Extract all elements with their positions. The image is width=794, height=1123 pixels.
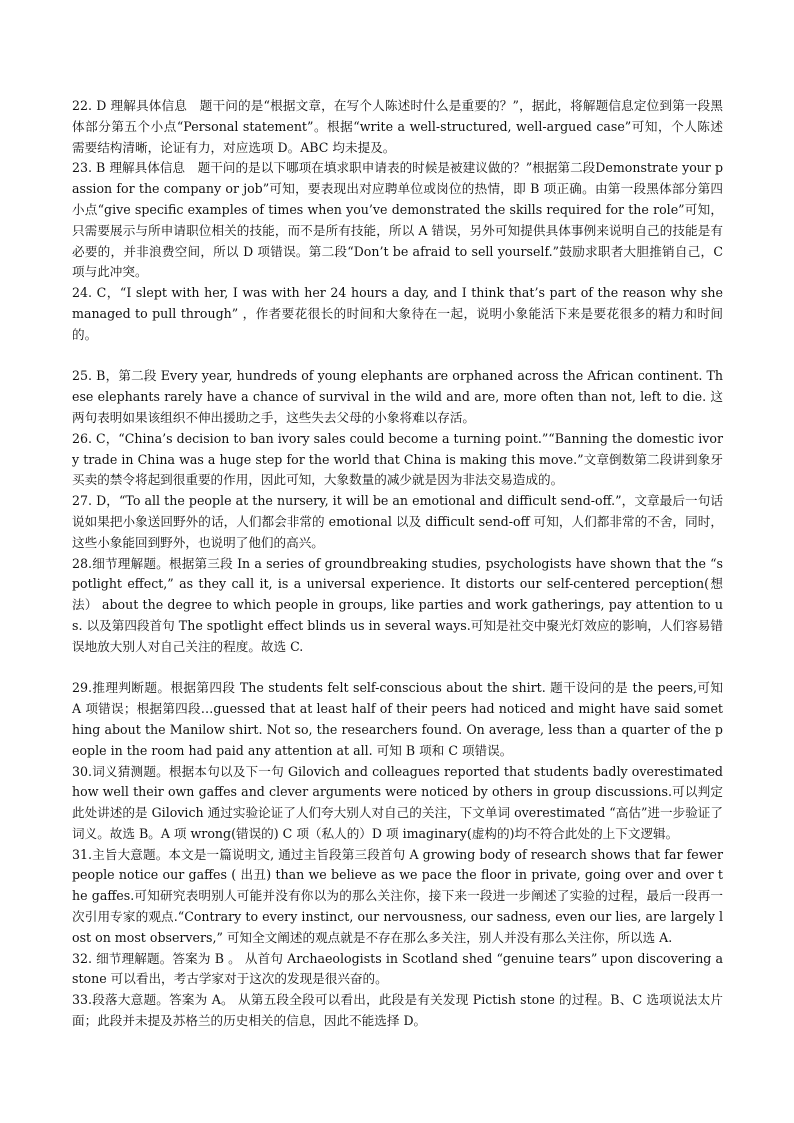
- answer-33: 33.段落大意题。答案为 A。 从第五段全段可以看出，此段是有关发现 Pictish stone 的过程。B、C 选项说法太片面；此段并未提及苏格兰的历史相关的信息，因此不能选择 D。: [72, 992, 723, 1029]
- answer-30: 30.词义猜测题。根据本句以及下一句 Gilovich and colleagues reported that students badly overestimated how well their own gaffes and clever arguments were noticed by others in group discussions.可以判定此处讲述的是 Gilovich 通过实验论证了人们夸大别人对自己的关注，下文单词 overestimated “高估”进一步验证了词义。故选 B。A 项 wrong(错误的) C 项（私人的）D 项 imaginary(虚构的)均不符合此处的上下文逻辑。: [72, 763, 723, 841]
- answer-22: 22. D 理解具体信息 题干问的是“根据文章，在写个人陈述时什么是重要的？”，据此，将解题信息定位到第一段黑体部分第五个小点“Personal statement”。根据“write a well-structured, well-argued case”可知，个人陈述需要结构清晰，论证有力，对应选项 D。ABC 均未提及。: [72, 98, 723, 155]
- answer-23: 23. B 理解具体信息 题干问的是以下哪项在填求职申请表的时候是被建议做的？”根据第二段Demonstrate your passion for the company or job”可知，要表现出对应聘单位或岗位的热情，即 B 项正确。由第一段黑体部分第四小点“give specific examples of times when you’ve demonstrated the skills required for the role”可知，只需要展示与所申请职位相关的技能，而不是所有技能，所以 A 错误，另外可知提供具体事例来说明自己的技能是有必要的，并非浪费空间，所以 D 项错误。第二段“Don’t be afraid to sell yourself.”鼓励求职者大胆推销自己，C 项与此冲突。: [72, 160, 723, 280]
- answer-25: 25. B，第二段 Every year, hundreds of young elephants are orphaned across the African continent. These elephants rarely have a chance of survival in the wild and are, more often than not, left to die. 这两句表明如果该组织不伸出援助之手，这些失去父母的小象将难以存活。: [72, 368, 723, 425]
- answer-24: 24. C，“I slept with her, I was with her 24 hours a day, and I think that’s part of the reason why she managed to pull through” ，作者要花很长的时间和大象待在一起，说明小象能活下来是要花很多的精力和时间的。: [72, 285, 723, 342]
- paragraph-gap: [72, 658, 723, 679]
- answer-32: 32. 细节理解题。答案为 B 。 从首句 Archaeologists in Scotland shed “genuine tears” upon discovering a stone 可以看出，考古学家对于这次的发现是很兴奋的。: [72, 950, 723, 987]
- answer-26: 26. C，“China’s decision to ban ivory sales could become a turning point.”“Banning the domestic ivory trade in China was a huge step for the world that China is making this move.”文章倒数第二段讲到象牙买卖的禁令将起到很重要的作用，因此可知，大象数量的减少就是因为非法交易造成的。: [72, 430, 723, 488]
- answer-29: 29.推理判断题。根据第四段 The students felt self-conscious about the shirt. 题干设问的是 the peers,可知 A 项错误；根据第四段…guessed that at least half of their peers had noticed and might have said something about the Manilow shirt. Not so, the researchers found. On average, less than a quarter of the people in the room had paid any attention at all. 可知 B 项和 C 项错误。: [72, 680, 723, 758]
- answer-31: 31.主旨大意题。本文是一篇说明文, 通过主旨段第三段首句 A growing body of research shows that far fewer people notice our gaffes ( 出丑) than we believe as we pace the floor in private, going over and over the gaffes.可知研究表明别人可能并没有你以为的那么关注你，接下来一段进一步阐述了实验的过程，最后一段再一次引用专家的观点.“Contrary to every instinct, our nervousness, our sadness, even our lies, are largely lost on most observers,” 可知全文阐述的观点就是不存在那么多关注，别人并没有那么关注你，所以选 A.: [72, 846, 723, 945]
- paragraph-gap: [72, 346, 723, 367]
- answer-explanations: [72, 96, 723, 1032]
- answer-27: 27. D，“To all the people at the nursery, it will be an emotional and difficult send-off.”，文章最后一句话说如果把小象送回野外的话，人们都会非常的 emotional 以及 difficult send-off 可知，人们都非常的不舍，同时，这些小象能回到野外，也说明了他们的高兴。: [72, 493, 723, 550]
- answer-28: 28.细节理解题。根据第三段 In a series of groundbreaking studies, psychologists have shown that the “spotlight effect,” as they call it, is a universal experience. It distorts our self-centered perception(想法） about the degree to which people in groups, like parties and work gatherings, pay attention to us. 以及第四段首句 The spotlight effect blinds us in several ways.可知是社交中聚光灯效应的影响，人们容易错误地放大别人对自己关注的程度。故选 C.: [72, 555, 723, 654]
